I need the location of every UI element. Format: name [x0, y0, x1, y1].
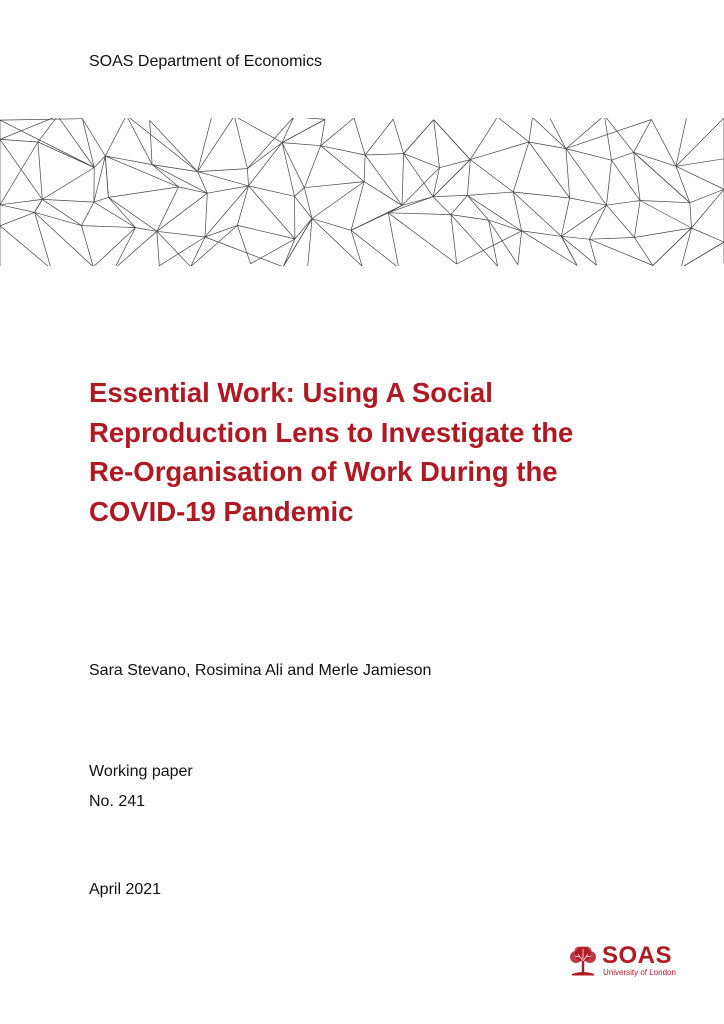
mesh-line	[589, 238, 634, 240]
department-name: SOAS Department of Economics	[89, 53, 322, 70]
mesh-line	[604, 118, 633, 152]
mesh-line	[115, 228, 136, 266]
mesh-line	[82, 226, 94, 266]
mesh-line	[634, 201, 640, 238]
mesh-line	[529, 142, 570, 198]
mesh-line	[304, 182, 364, 188]
mesh-line	[433, 168, 439, 197]
series-label: Working paper	[89, 763, 193, 780]
mesh-line	[283, 239, 295, 266]
mesh-line	[434, 120, 471, 160]
mesh-line	[388, 197, 433, 213]
mesh-line	[42, 199, 94, 202]
mesh-line	[440, 160, 471, 168]
mesh-line	[489, 220, 522, 231]
mesh-line	[251, 239, 295, 264]
logo-wordmark: SOAS	[602, 942, 673, 969]
mesh-line	[0, 212, 35, 225]
mesh-line	[513, 192, 521, 231]
mesh-line	[94, 197, 109, 202]
mesh-line	[308, 219, 312, 266]
paper-number: No. 241	[89, 793, 146, 810]
mesh-line	[157, 187, 179, 231]
mesh-line	[312, 182, 364, 219]
logo-subtitle: University of London	[603, 968, 676, 977]
mesh-line	[321, 119, 325, 145]
mesh-line	[105, 156, 152, 165]
mesh-line	[282, 118, 294, 143]
mesh-line	[0, 119, 82, 120]
mesh-line	[295, 219, 312, 239]
mesh-line	[0, 142, 38, 205]
mesh-line	[533, 118, 566, 149]
mesh-line	[561, 236, 596, 265]
mesh-line	[38, 118, 58, 142]
mesh-line	[393, 119, 403, 154]
mesh-line	[513, 192, 561, 236]
mesh-line	[388, 213, 451, 215]
mesh-line	[282, 143, 304, 188]
mesh-line	[249, 186, 295, 239]
mesh-line	[589, 239, 653, 265]
mesh-line	[234, 118, 282, 143]
mesh-line	[205, 237, 283, 266]
mesh-line	[198, 172, 208, 194]
mesh-line	[522, 231, 562, 236]
mesh-line	[513, 192, 570, 198]
mesh-line	[451, 215, 498, 266]
mesh-line	[42, 199, 81, 225]
mesh-line	[612, 152, 634, 160]
mesh-line	[467, 195, 488, 220]
mesh-line	[566, 149, 570, 198]
mesh-line	[237, 225, 250, 263]
mesh-line	[105, 118, 126, 156]
mesh-line	[126, 118, 152, 165]
geometric-banner	[0, 118, 724, 266]
mesh-line	[692, 189, 724, 228]
mesh-line	[321, 146, 364, 182]
mesh-line	[607, 205, 635, 237]
mesh-line	[0, 205, 35, 213]
title-line: Essential Work: Using A Social	[89, 377, 493, 408]
mesh-line	[561, 236, 577, 265]
mesh-line	[237, 186, 248, 226]
mesh-line	[470, 118, 497, 160]
authors: Sara Stevano, Rosimina Ali and Merle Jamieson	[89, 662, 432, 679]
mesh-line	[351, 182, 364, 231]
series-info	[89, 757, 193, 817]
mesh-line	[150, 120, 152, 164]
title-line: Re-Organisation of Work During the	[89, 456, 558, 487]
mesh-line	[115, 231, 157, 266]
mesh-line	[94, 202, 136, 228]
mesh-line	[82, 226, 136, 228]
mesh-line	[607, 160, 612, 205]
mesh-line	[282, 143, 294, 197]
mesh-line	[247, 169, 248, 186]
mesh-line	[640, 201, 691, 229]
publication-date: April 2021	[89, 881, 162, 898]
mesh-line	[470, 142, 529, 160]
mesh-line	[82, 119, 105, 156]
mesh-line	[179, 187, 208, 193]
mesh-line	[690, 189, 724, 202]
mesh-line	[0, 139, 42, 199]
mesh-line	[589, 239, 596, 265]
mesh-line	[467, 160, 470, 196]
mesh-line	[513, 142, 529, 192]
mesh-line	[205, 193, 207, 237]
mesh-line	[294, 118, 325, 119]
mesh-line	[451, 215, 457, 264]
mesh-line	[283, 219, 312, 266]
title-line: COVID-19 Pandemic	[89, 495, 354, 527]
mesh-line	[304, 146, 320, 188]
mesh-line	[433, 195, 467, 196]
mesh-line	[451, 215, 489, 221]
mesh-line	[497, 118, 529, 142]
mesh-line	[351, 213, 388, 231]
paper-title	[89, 373, 669, 531]
mesh-line	[388, 213, 398, 266]
mesh-line	[404, 120, 434, 154]
mesh-line	[561, 236, 589, 239]
mesh-line	[690, 203, 692, 228]
mesh-line	[434, 120, 440, 168]
soas-logo	[566, 944, 676, 978]
mesh-line	[150, 120, 198, 171]
mesh-line	[566, 118, 605, 149]
mesh-line	[82, 119, 94, 168]
mesh-line	[433, 160, 470, 197]
mesh-line	[38, 142, 42, 199]
mesh-line	[404, 154, 434, 197]
mesh-line	[518, 231, 522, 265]
mesh-line	[402, 168, 440, 206]
mesh-line	[354, 118, 365, 155]
mesh-line	[105, 156, 178, 187]
mesh-line	[402, 154, 404, 206]
mesh-line	[604, 118, 611, 160]
mesh-line	[467, 195, 521, 231]
mesh-line	[42, 168, 94, 200]
mesh-line	[676, 159, 724, 167]
mesh-line	[282, 143, 321, 146]
mesh-line	[234, 118, 247, 169]
mesh-line	[58, 118, 94, 168]
mesh-line	[640, 201, 690, 203]
mesh-line	[365, 154, 404, 155]
mesh-line	[198, 172, 249, 186]
mesh-line	[191, 225, 238, 266]
mesh-line	[157, 231, 159, 265]
mesh-line	[365, 155, 402, 205]
mesh-line	[108, 187, 178, 198]
mesh-line	[404, 154, 440, 168]
mesh-line	[198, 118, 235, 172]
mesh-line	[550, 119, 566, 149]
mesh-line	[364, 155, 365, 182]
mesh-line	[0, 118, 58, 139]
mesh-line	[589, 205, 606, 239]
mesh-line	[105, 156, 108, 197]
mesh-line	[570, 198, 607, 205]
mesh-line	[433, 197, 451, 215]
mesh-line	[561, 198, 569, 236]
mesh-line	[295, 188, 305, 197]
mesh-line	[157, 231, 205, 237]
mesh-line	[0, 226, 51, 266]
mesh-line	[198, 118, 212, 172]
mesh-line	[470, 160, 513, 192]
mesh-line	[321, 118, 354, 146]
mesh-line	[692, 228, 724, 242]
title-line: Reproduction Lens to Investigate the	[89, 416, 574, 448]
mesh-line	[237, 225, 295, 239]
mesh-line	[457, 231, 522, 264]
mesh-line	[561, 205, 606, 236]
mesh-line	[126, 118, 197, 172]
mesh-line	[157, 231, 191, 266]
mesh-line	[94, 156, 105, 202]
mesh-line	[388, 205, 402, 212]
mesh-line	[676, 118, 724, 166]
mesh-line	[93, 228, 135, 266]
mesh-line	[676, 118, 686, 166]
mesh-line	[157, 193, 207, 231]
mesh-line	[364, 182, 402, 206]
mesh-line	[529, 118, 533, 142]
mesh-line	[451, 195, 468, 214]
mesh-line	[351, 230, 399, 266]
mesh-line	[467, 192, 513, 195]
mesh-line	[82, 202, 94, 226]
mesh-line	[0, 199, 42, 204]
mesh-line	[522, 231, 578, 266]
mesh-line	[35, 199, 43, 212]
mesh-line	[249, 186, 295, 196]
mesh-line	[38, 142, 94, 168]
mesh-line	[365, 119, 393, 155]
mesh-line	[388, 213, 456, 264]
mesh-line	[0, 139, 38, 142]
mesh-line	[198, 169, 248, 172]
mesh-line	[321, 146, 365, 155]
mesh-line	[681, 228, 691, 266]
mesh-line	[108, 197, 135, 227]
mesh-line	[0, 120, 94, 167]
mesh-line	[607, 201, 641, 206]
mesh-line	[681, 242, 724, 266]
mesh-line	[207, 186, 248, 193]
tree-icon	[566, 944, 600, 978]
mesh-line	[634, 152, 690, 202]
